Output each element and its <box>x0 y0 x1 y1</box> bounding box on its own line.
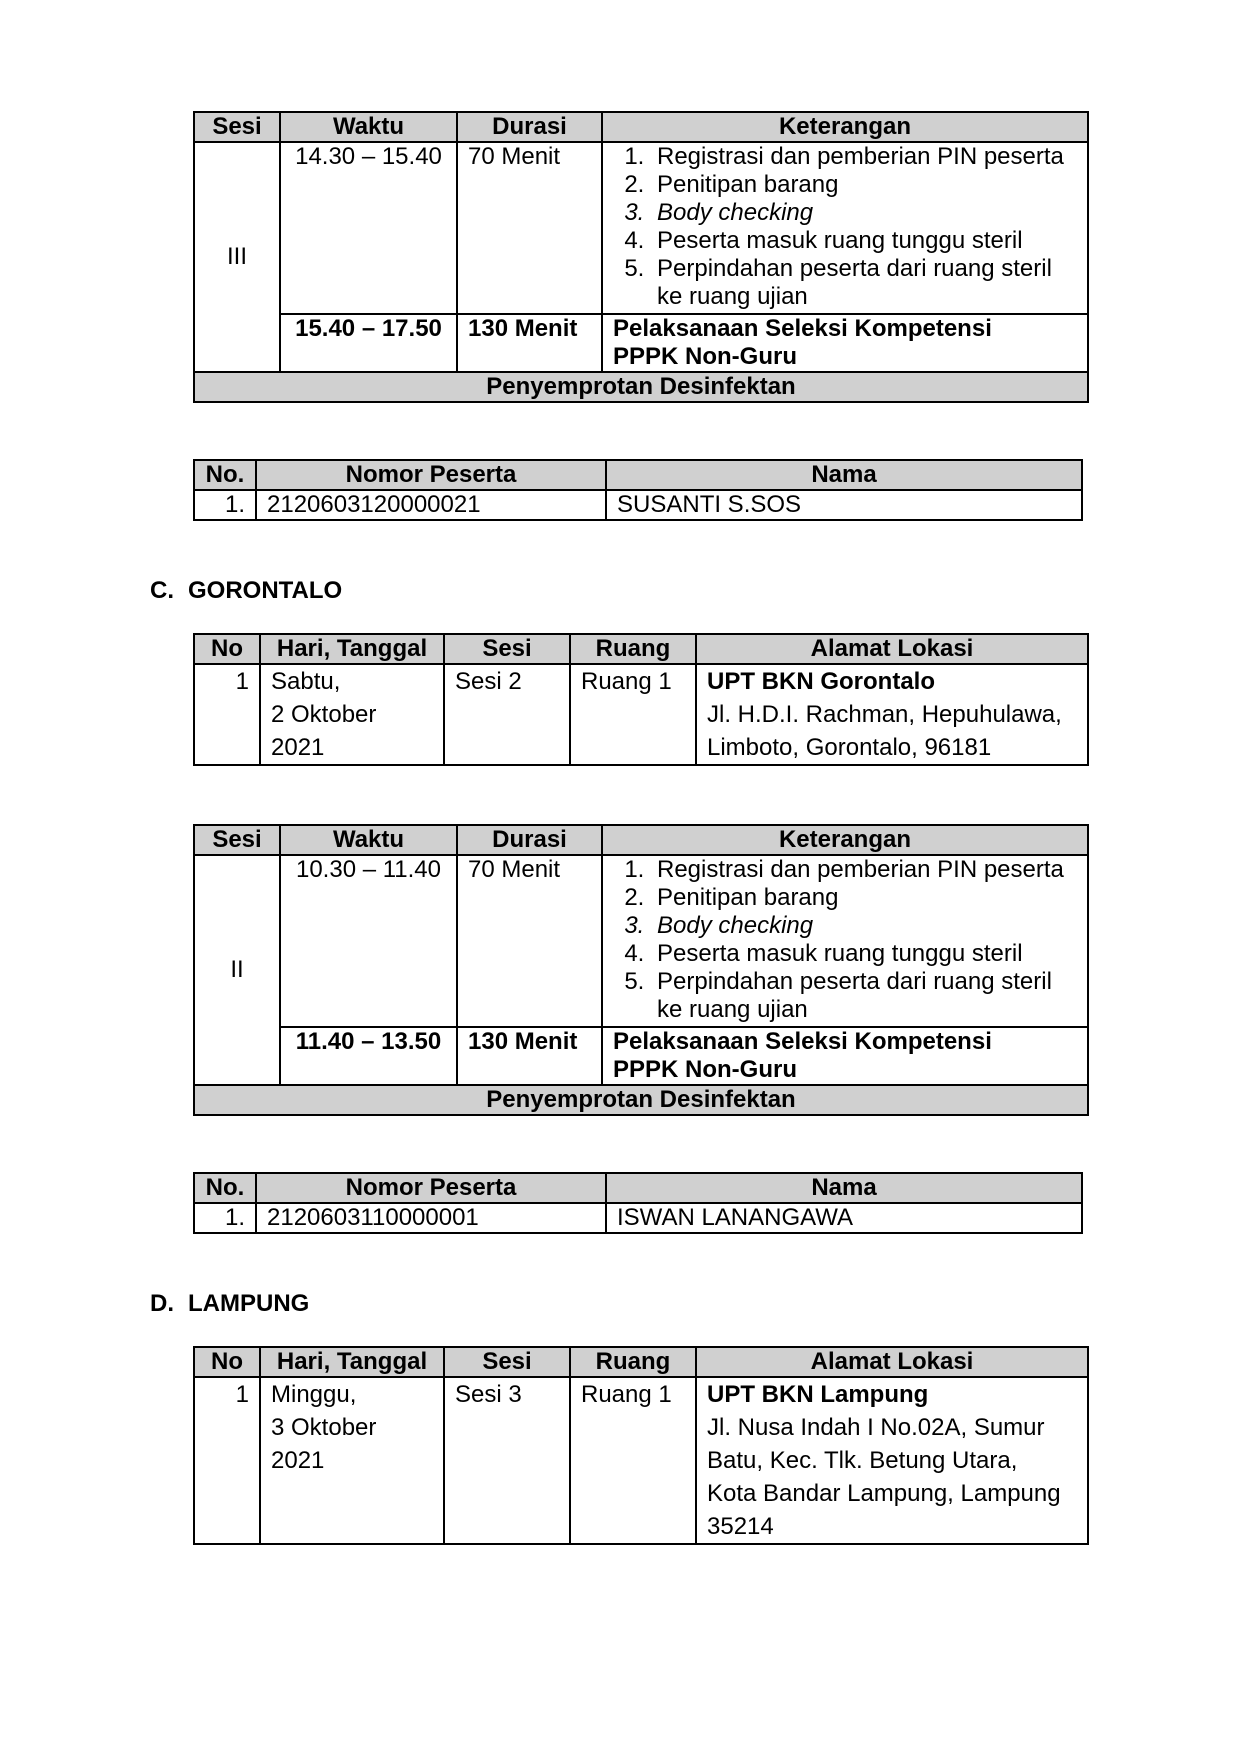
header-ruang: Ruang <box>570 634 696 664</box>
participant-table <box>193 459 1083 521</box>
address-cell: UPT BKN Lampung Jl. Nusa Indah I No.02A, Sumur Batu, Kec. Tlk. Betung Utara, Kota Bandar Lampung, Lampung 35214 <box>696 1377 1088 1544</box>
participant-table <box>193 1172 1083 1234</box>
time-registration: 14.30 – 15.40 <box>280 142 457 314</box>
header-nama: Nama <box>606 1173 1082 1203</box>
header-alamat: Alamat Lokasi <box>696 1347 1088 1377</box>
duration-exam: 130 Menit <box>457 314 602 372</box>
step-item: 3. Body checking <box>651 199 1077 227</box>
step-item: 1. Registrasi dan pemberian PIN peserta <box>651 143 1077 171</box>
disinfection-row: Penyemprotan Desinfektan <box>194 372 1088 402</box>
room-cell: Ruang 1 <box>570 664 696 765</box>
duration-registration: 70 Menit <box>457 142 602 314</box>
session-number: III <box>194 142 280 372</box>
table-row: 1. 2120603110000001 ISWAN LANANGAWA <box>194 1203 1082 1233</box>
participant-number: 2120603120000021 <box>256 490 606 520</box>
step-item: 2. Penitipan barang <box>651 171 1077 199</box>
participant-name: ISWAN LANANGAWA <box>606 1203 1082 1233</box>
header-no: No. <box>194 460 256 490</box>
header-waktu: Waktu <box>280 112 457 142</box>
header-durasi: Durasi <box>457 825 602 855</box>
duration-registration: 70 Menit <box>457 855 602 1027</box>
disinfection-row: Penyemprotan Desinfektan <box>194 1085 1088 1115</box>
step-item: 1. Registrasi dan pemberian PIN peserta <box>651 856 1077 884</box>
room-cell: Ruang 1 <box>570 1377 696 1544</box>
step-item: 3. Body checking <box>651 912 1077 940</box>
location-table-lampung: No Hari, Tanggal Sesi Ruang Alamat Lokasi 1 Minggu, 3 Oktober 2021 Sesi 3 Ruang 1 UPT BKN Lampung Jl. Nusa Indah I No.02A, Sumur Batu, Kec. Tlk. Betung Utara, Kota Bandar Lampung, Lampung 35214 <box>193 1346 1089 1545</box>
header-sesi: Sesi <box>194 112 280 142</box>
section-heading-gorontalo: C. GORONTALO <box>150 577 343 604</box>
table-row: 1. 2120603120000021 SUSANTI S.SOS <box>194 490 1082 520</box>
header-alamat: Alamat Lokasi <box>696 634 1088 664</box>
header-keterangan: Keterangan <box>602 825 1088 855</box>
time-registration: 10.30 – 11.40 <box>280 855 457 1027</box>
participant-number: 2120603110000001 <box>256 1203 606 1233</box>
header-sesi: Sesi <box>194 825 280 855</box>
date-cell: Sabtu, 2 Oktober 2021 <box>260 664 444 765</box>
header-hari-tanggal: Hari, Tanggal <box>260 1347 444 1377</box>
session-cell: Sesi 3 <box>444 1377 570 1544</box>
steps-list <box>602 142 1088 314</box>
date-cell: Minggu, 3 Oktober 2021 <box>260 1377 444 1544</box>
steps-list <box>602 855 1088 1027</box>
header-no: No. <box>194 1173 256 1203</box>
step-item: 2. Penitipan barang <box>651 884 1077 912</box>
header-ruang: Ruang <box>570 1347 696 1377</box>
header-keterangan: Keterangan <box>602 112 1088 142</box>
header-nama: Nama <box>606 460 1082 490</box>
schedule-table-session-2 <box>193 824 1089 1116</box>
schedule-table-session-3 <box>193 111 1089 403</box>
exam-description: Pelaksanaan Seleksi Kompetensi PPPK Non-Guru <box>602 1027 1088 1085</box>
step-item: 4. Peserta masuk ruang tunggu steril <box>651 227 1077 255</box>
section-heading-lampung: D. LAMPUNG <box>150 1290 310 1317</box>
header-no: No <box>194 634 260 664</box>
step-item: 5. Perpindahan peserta dari ruang steril ke ruang ujian <box>651 255 1077 311</box>
session-number: II <box>194 855 280 1085</box>
address-cell: UPT BKN Gorontalo Jl. H.D.I. Rachman, Hepuhulawa, Limboto, Gorontalo, 96181 <box>696 664 1088 765</box>
participant-name: SUSANTI S.SOS <box>606 490 1082 520</box>
header-nomor-peserta: Nomor Peserta <box>256 460 606 490</box>
session-cell: Sesi 2 <box>444 664 570 765</box>
location-table-gorontalo: No Hari, Tanggal Sesi Ruang Alamat Lokasi 1 Sabtu, 2 Oktober 2021 Sesi 2 Ruang 1 UPT BKN Gorontalo Jl. H.D.I. Rachman, Hepuhulawa, Limboto, Gorontalo, 96181 <box>193 633 1089 766</box>
step-item: 5. Perpindahan peserta dari ruang steril ke ruang ujian <box>651 968 1077 1024</box>
header-sesi: Sesi <box>444 634 570 664</box>
header-sesi: Sesi <box>444 1347 570 1377</box>
header-durasi: Durasi <box>457 112 602 142</box>
header-waktu: Waktu <box>280 825 457 855</box>
time-exam: 15.40 – 17.50 <box>280 314 457 372</box>
header-no: No <box>194 1347 260 1377</box>
step-item: 4. Peserta masuk ruang tunggu steril <box>651 940 1077 968</box>
header-nomor-peserta: Nomor Peserta <box>256 1173 606 1203</box>
exam-description: Pelaksanaan Seleksi Kompetensi PPPK Non-Guru <box>602 314 1088 372</box>
time-exam: 11.40 – 13.50 <box>280 1027 457 1085</box>
header-hari-tanggal: Hari, Tanggal <box>260 634 444 664</box>
duration-exam: 130 Menit <box>457 1027 602 1085</box>
